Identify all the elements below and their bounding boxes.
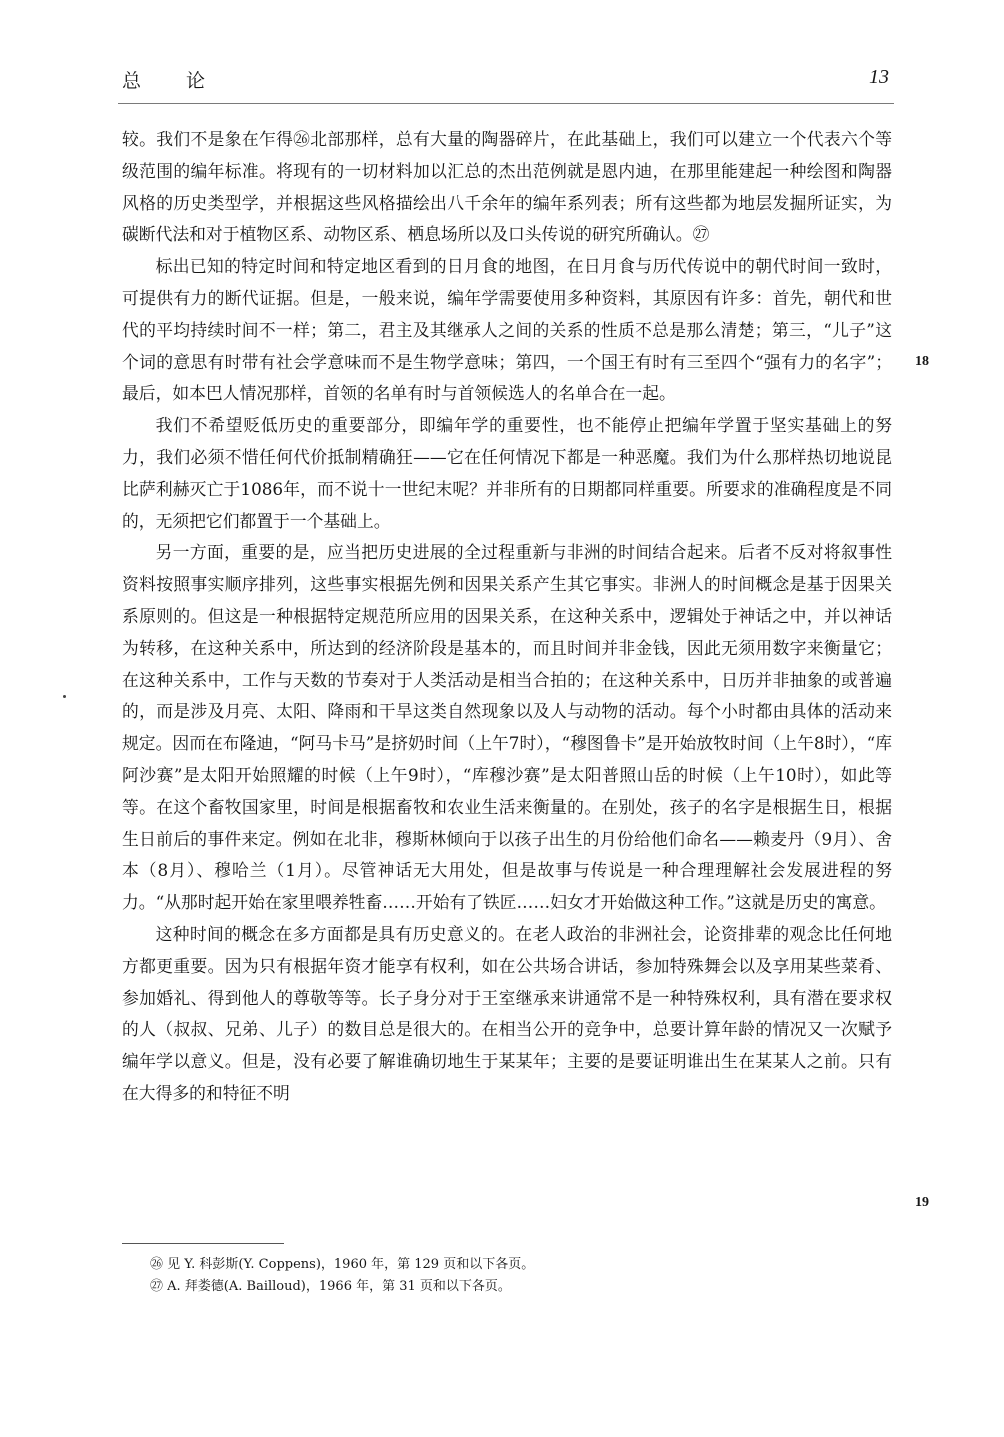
body-text: [122, 124, 892, 1110]
footnote-26: ㉖ 见 Y. 科彭斯(Y. Coppens)，1960 年，第 129 页和以下各页。: [150, 1257, 535, 1272]
header-rule: [118, 103, 894, 104]
margin-number-19: 19: [915, 1195, 929, 1210]
paragraph-3: 我们不希望贬低历史的重要部分，即编年学的重要性，也不能停止把编年学置于坚实基础上的努力，我们必须不惜任何代价抵制精确狂——它在任何情况下都是一种恶魔。我们为什么那样热切地说昆比萨利赫灭亡于1086年，而不说十一世纪末呢？并非所有的日期都同样重要。所要求的准确程度是不同的，无须把它们都置于一个基础上。: [122, 415, 892, 531]
paragraph-5: 这种时间的概念在多方面都是具有历史意义的。在老人政治的非洲社会，论资排辈的观念比任何地方都更重要。因为只有根据年资才能享有权利，如在公共场合讲话，参加特殊舞会以及享用某些菜肴、参加婚礼、得到他人的尊敬等等。长子身分对于王室继承来讲通常不是一种特殊权利，具有潜在要求权的人（叔叔、兄弟、儿子）的数目总是很大的。在相当公开的竞争中，总要计算年龄的情况又一次赋予编年学以意义。但是，没有必要了解谁确切地生于某某年；主要的是要证明谁出生在某某人之前。只有在大得多的和特征不明: [122, 923, 892, 1103]
paragraph-4: 另一方面，重要的是，应当把历史进展的全过程重新与非洲的时间结合起来。后者不反对将叙事性资料按照事实顺序排列，这些事实根据先例和因果关系产生其它事实。非洲人的时间概念是基于因果关系原则的。但这是一种根据特定规范所应用的因果关系，在这种关系中，逻辑处于神话之中，并以神话为转移，在这种关系中，所达到的经济阶段是基本的，而且时间并非金钱，因此无须用数字来衡量它；在这种关系中，工作与天数的节奏对于人类活动是相当合拍的；在这种关系中，日历并非抽象的或普遍的，而是涉及月亮、太阳、降雨和干旱这类自然现象以及人与动物的活动。每个小时都由具体的活动来规定。因而在布隆迪，“阿马卡马”是挤奶时间（上午7时），“穆图鲁卡”是开始放牧时间（上午8时），“库阿沙赛”是太阳开始照耀的时候（上午9时），“库穆沙赛”是太阳普照山岳的时候（上午10时），如此等等。在这个畜牧国家里，时间是根据畜牧和农业生活来衡量的。在别处，孩子的名字是根据生日，根据生日前后的事件来定。例如在北非，穆斯林倾向于以孩子出生的月份给他们命名——赖麦丹（9月）、舍本（8月）、穆哈兰（1月）。尽管神话无大用处，但是故事与传说是一种合理理解社会发展进程的努力。“从那时起开始在家里喂养牲畜……开始有了铁匠……妇女才开始做这种工作。”这就是历史的寓意。: [122, 542, 892, 913]
scan-speck: [63, 695, 66, 698]
running-head-word-1: 总: [122, 70, 142, 92]
margin-number-18: 18: [915, 354, 929, 369]
paragraph-2: 标出已知的特定时间和特定地区看到的日月食的地图，在日月食与历代传说中的朝代时间一致时，可提供有力的断代证据。但是，一般来说，编年学需要使用多种资料，其原因有许多：首先，朝代和世代的平均持续时间不一样；第二，君主及其继承人之间的关系的性质不总是那么清楚；第三，“儿子”这个词的意思有时带有社会学意味而不是生物学意味；第四，一个国王有时有三至四个“强有力的名字”；最后，如本巴人情况那样，首领的名单有时与首领候选人的名单合在一起。: [122, 256, 892, 404]
footnote-27: ㉗ A. 拜娄德(A. Bailloud)，1966 年，第 31 页和以下各页。: [150, 1279, 511, 1294]
footnote-rule: [122, 1243, 284, 1244]
footnotes: [150, 1254, 870, 1298]
running-head-word-2: 论: [186, 70, 206, 92]
page-number: 13: [869, 66, 889, 88]
paragraph-1: 较。我们不是象在乍得㉖北部那样，总有大量的陶器碎片，在此基础上，我们可以建立一个代表六个等级范围的编年标准。将现有的一切材料加以汇总的杰出范例就是恩内迪，在那里能建起一种绘图和陶器风格的历史类型学，并根据这些风格描绘出八千余年的编年系列表；所有这些都为地层发掘所证实，为碳断代法和对于植物区系、动物区系、栖息场所以及口头传说的研究所确认。㉗: [122, 129, 892, 245]
